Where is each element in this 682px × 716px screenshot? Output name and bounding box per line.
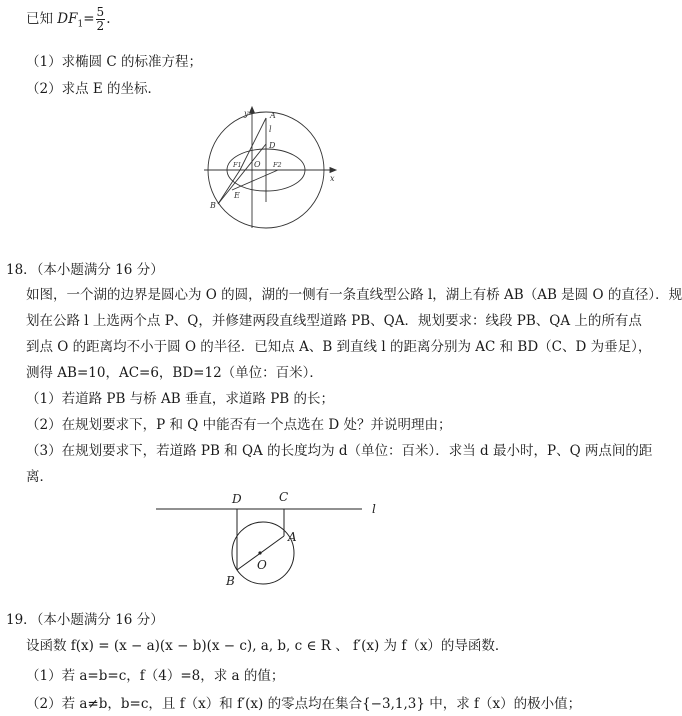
label-f1: F1 (233, 161, 242, 169)
fraction-denominator: 2 (96, 19, 105, 33)
label-y: y (244, 109, 249, 118)
p17-question-2: （2）求点 E 的坐标． (26, 81, 162, 97)
label-x: x (330, 174, 335, 183)
p19-intro: 设函数 f(x) = (x − a)(x − b)(x − c), a, b, c ∈ R 、 f′(x) 为 f（x）的导函数． (26, 638, 509, 654)
center-o-dot (258, 551, 261, 554)
fraction (96, 6, 106, 33)
label-e: E (234, 191, 240, 200)
fraction-numerator: 5 (96, 5, 105, 19)
known-end: . (106, 11, 111, 27)
label-a-lake: A (288, 530, 297, 544)
label-f2: F2 (273, 161, 282, 169)
label-d-road: D (232, 492, 242, 506)
p19-question-1: （1）若 a=b=c，f（4）=8，求 a 的值； (26, 668, 285, 684)
label-d: D (269, 141, 276, 150)
label-a: A (270, 111, 276, 120)
known-var: DF (57, 11, 78, 27)
p19-question-2: （2）若 a≠b，b=c，且 f（x）和 f′(x) 的零点均在集合{−3,1,3} 中，求 f（x）的极小值； (26, 696, 582, 712)
segment-e-f2 (232, 170, 278, 190)
p18-line-4: 测得 AB=10，AC=6，BD=12（单位：百米）． (26, 365, 323, 381)
segment-a-f1 (240, 118, 266, 170)
lake-figure (150, 485, 390, 595)
label-b-lake: B (226, 574, 235, 588)
label-b: B (210, 201, 216, 210)
p19-header: 19．（本小题满分 16 分） (6, 612, 164, 628)
label-c-road: C (279, 490, 289, 504)
known-prefix: 已知 (26, 11, 58, 27)
p18-question-1: （1）若道路 PB 与桥 AB 垂直，求道路 PB 的长； (26, 391, 335, 407)
p18-line-3: 到点 O 的距离均不小于圆 O 的半径．已知点 A、B 到直线 l 的距离分别为 AC 和 BD（C、D 为垂足）， (26, 339, 652, 355)
x-axis-arrow (330, 168, 336, 173)
p17-question-1: （1）求椭圆 C 的标准方程； (26, 54, 203, 70)
known-sub: 1 (77, 19, 84, 30)
label-l: l (269, 125, 272, 134)
label-o-lake: O (257, 558, 267, 572)
lake-circle (232, 522, 294, 584)
p18-question-3-end: 离． (26, 469, 53, 485)
label-l-road: l (372, 502, 376, 516)
p18-header: 18．（本小题满分 16 分） (6, 262, 164, 278)
p18-line-2: 划在公路 l 上选两个点 P、Q，并修建两段直线型道路 PB、QA．规划要求：线段 PB、QA 上的所有点 (26, 313, 642, 329)
y-axis-arrow (250, 107, 255, 113)
p18-question-3: （3）在规划要求下，若道路 PB 和 QA 的长度均为 d（单位：百米）．求当 d 最小时，P、Q 两点间的距 (26, 443, 653, 459)
label-o: O (254, 160, 261, 169)
known-condition (26, 6, 110, 33)
p18-line-1: 如图，一个湖的边界是圆心为 O 的圆，湖的一侧有一条直线型公路 l，湖上有桥 AB（AB 是圆 O 的直径）．规 (26, 287, 682, 303)
ellipse-figure (202, 104, 342, 234)
known-eq: = (83, 11, 95, 27)
p18-question-2: （2）在规划要求下，P 和 Q 中能否有一个点选在 D 处？并说明理由； (26, 417, 452, 433)
